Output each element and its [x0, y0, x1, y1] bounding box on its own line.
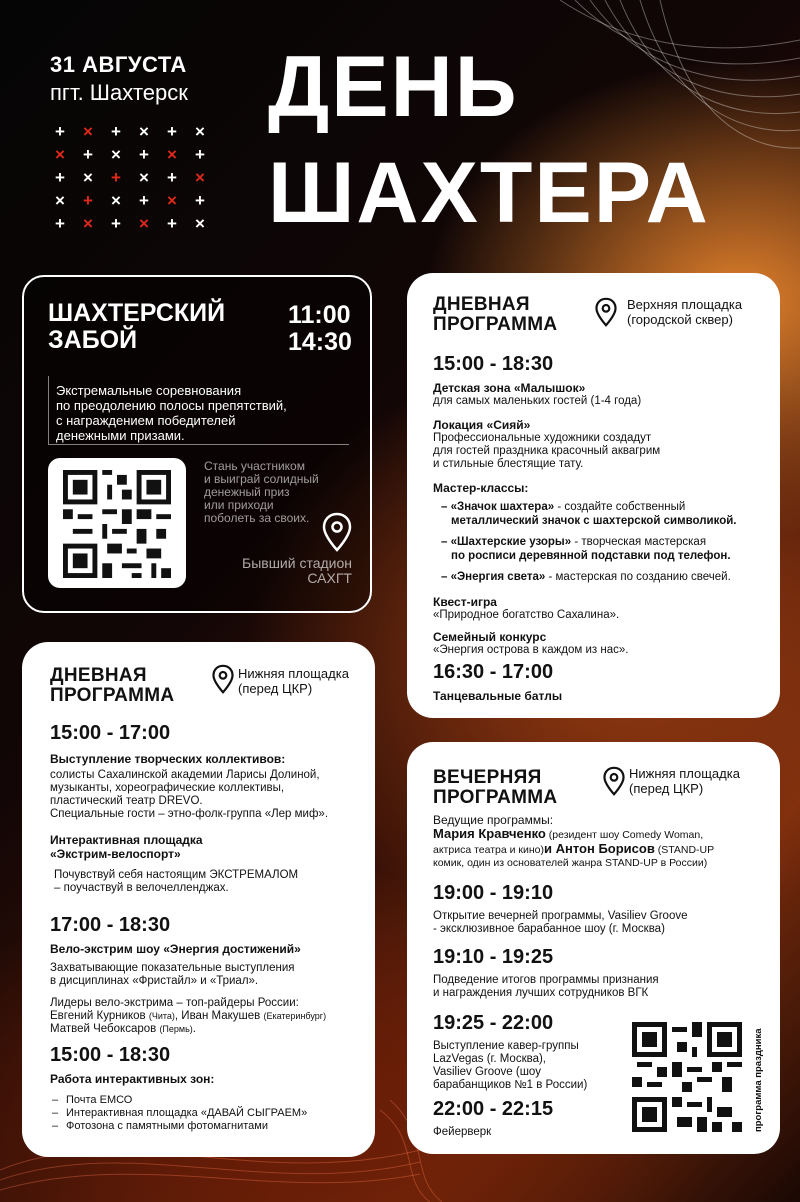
zone-item: – Фотозона с памятными фотомагнитами — [50, 1120, 372, 1133]
evening-text-line: и награждения лучших сотрудников ВГК — [433, 987, 649, 999]
map-pin-icon — [603, 766, 625, 796]
evening-text-line: Открытие вечерней программы, Vasiliev Groove — [433, 910, 688, 922]
master-class-item: – «Энергия света» - мастерская по созданию свечей. — [441, 571, 731, 583]
evening-location-line2: (перед ЦКР) — [629, 781, 704, 796]
master-class-name: «Шахтерские узоры» — [450, 536, 572, 548]
bike-show-title: Вело-экстрим шоу «Энергия достижений» — [50, 942, 301, 956]
master-class-name: «Значок шахтера» — [450, 501, 555, 513]
rider-city: (Пермь) — [159, 1024, 193, 1034]
shine-text-line: для гостей праздника красочный аквагрим — [433, 445, 661, 457]
zaboy-qr-code[interactable] — [62, 470, 172, 578]
performance-line: пластический театр DREVO. — [50, 795, 203, 807]
page-title-line2: ШАХТЕРА — [268, 145, 710, 241]
evening-program-card — [407, 742, 780, 1154]
rider-city: (Чита) — [148, 1011, 175, 1021]
family-title: Семейный конкурс — [433, 630, 547, 644]
quest-title: Квест-игра — [433, 595, 497, 609]
extreme-title-line2: «Экстрим-велоспорт» — [50, 847, 181, 861]
qr-caption: программа праздника — [753, 1028, 764, 1132]
rider-name: Матвей Чебоксаров — [50, 1023, 160, 1035]
zaboy-cta-line: денежный приз — [204, 485, 290, 499]
map-pin-icon — [212, 664, 234, 694]
upper-location-line1: Верхняя площадка — [627, 297, 743, 312]
leaders-line1: Лидеры вело-экстрима – топ-райдеры России: — [50, 997, 299, 1009]
kids-zone-text: для самых маленьких гостей (1-4 года) — [433, 395, 642, 407]
fireworks: Фейерверк — [433, 1126, 492, 1138]
host-name: Мария Кравченко — [433, 826, 546, 841]
family-text: «Энергия острова в каждом из нас». — [433, 644, 629, 656]
evening-location-line1: Нижняя площадка — [629, 766, 740, 781]
performance-line: солисты Сахалинской академии Ларисы Долиной, — [50, 769, 320, 781]
zones-title: Работа интерактивных зон: — [50, 1072, 215, 1086]
program-qr-code[interactable] — [631, 1022, 743, 1132]
zaboy-cta-line: и выиграй солидный — [204, 472, 319, 486]
master-class-desc-line2: металлический значок с шахтерской символикой. — [451, 515, 737, 527]
zaboy-title-line1: ШАХТЕРСКИЙ — [48, 299, 226, 327]
rider-name: , Иван Макушев — [174, 1010, 264, 1022]
upper-location-line2: (городской сквер) — [627, 312, 733, 327]
master-class-item: – «Шахтерские узоры» - творческая мастерская — [441, 536, 707, 548]
host-desc: актриса театра и кино) — [433, 844, 544, 856]
map-pin-icon — [322, 512, 352, 552]
master-class-desc: - мастерская по созданию свечей. — [545, 571, 731, 583]
evening-text-line: барабанщиков №1 в России) — [433, 1079, 588, 1091]
evening-title-line1: ВЕЧЕРНЯЯ — [433, 767, 542, 788]
evening-time3: 19:25 - 22:00 — [433, 1012, 554, 1034]
zaboy-desc-line: Экстремальные соревнования — [56, 383, 242, 398]
bike-show-line: в дисциплинах «Фристайл» и «Триал». — [50, 975, 259, 987]
upper-day-program-card — [407, 273, 780, 718]
master-classes-title: Мастер-классы: — [433, 481, 529, 495]
zaboy-desc-line: с награждением победителей — [56, 413, 236, 428]
evening-text-line: Подведение итогов программы признания — [433, 974, 659, 986]
performance-line: Специальные гости – этно-фолк-группа «Лер миф». — [50, 808, 329, 820]
evening-time1: 19:00 - 19:10 — [433, 882, 554, 904]
lower-time3: 15:00 - 18:30 — [50, 1044, 171, 1066]
zaboy-cta-line: поболеть за своих. — [204, 511, 310, 525]
evening-text-line: Vasiliev Groove (шоу — [433, 1066, 541, 1078]
evening-text-line: - эксклюзивное барабанное шоу (г. Москва) — [433, 923, 665, 935]
kids-zone-title: Детская зона «Малышок» — [433, 381, 586, 395]
master-class-name: «Энергия света» — [450, 571, 546, 583]
zaboy-venue-line1: Бывший стадион — [242, 555, 352, 571]
bike-show-line: Захватывающие показательные выступления — [50, 962, 295, 974]
zaboy-desc-line: денежными призами. — [56, 428, 185, 443]
zaboy-cta-line: Стань участником — [204, 459, 305, 473]
shine-text-line: Профессиональные художники создадут — [433, 432, 652, 444]
lower-location-line2: (перед ЦКР) — [238, 681, 313, 696]
evening-time2: 19:10 - 19:25 — [433, 946, 554, 968]
rider-name: Евгений Курников — [50, 1010, 149, 1022]
event-date: 31 АВГУСТА — [50, 52, 187, 77]
host-desc: комик, один из основателей жанра STAND-UP в России) — [433, 857, 708, 869]
shine-title: Локация «Сияй» — [433, 418, 531, 432]
host-desc: (резидент шоу Comedy Woman, — [545, 829, 704, 841]
master-class-desc: - создайте собственный — [554, 501, 686, 513]
quest-text: «Природное богатство Сахалина». — [433, 609, 620, 621]
page-title-line1: ДЕНЬ — [268, 39, 519, 135]
lower-time2: 17:00 - 18:30 — [50, 914, 171, 936]
master-class-desc: - творческая мастерская — [571, 536, 707, 548]
lower-time1: 15:00 - 17:00 — [50, 722, 171, 744]
upper-time1: 15:00 - 18:30 — [433, 353, 554, 375]
host-name: и Антон Борисов — [544, 841, 655, 856]
evening-title-line2: ПРОГРАММА — [433, 787, 558, 808]
master-class-item: – «Значок шахтера» - создайте собственный — [441, 501, 686, 513]
extreme-title-line1: Интерактивная площадка — [50, 833, 203, 847]
zaboy-cta-line: или приходи — [204, 498, 274, 512]
upper-title-line1: ДНЕВНАЯ — [433, 294, 530, 315]
lower-title-line1: ДНЕВНАЯ — [50, 665, 147, 686]
rider-city: (Екатеринбург) — [263, 1011, 327, 1021]
event-town: пгт. Шахтерск — [50, 80, 188, 105]
dance-battles: Танцевальные батлы — [433, 689, 563, 703]
performance-title: Выступление творческих коллективов: — [50, 752, 286, 766]
map-pin-icon — [595, 297, 617, 327]
extreme-text-line: – поучаствуй в велочелленджах. — [54, 882, 229, 894]
zaboy-time1: 11:00 — [288, 301, 351, 329]
shine-text-line: и стильные блестящие тату. — [433, 458, 584, 470]
leaders-line2 — [50, 1010, 372, 1023]
lower-title-line2: ПРОГРАММА — [50, 685, 175, 706]
host-desc: (STAND-UP — [654, 844, 715, 856]
decorative-cross-pattern: + × + × + × × + × + × + + × + × + × × + × + × + + × + × + × — [55, 122, 205, 233]
zaboy-time2: 14:30 — [288, 328, 352, 356]
evening-time4: 22:00 - 22:15 — [433, 1098, 554, 1120]
performance-line: музыканты, хореографические коллективы, — [50, 782, 285, 794]
rider-name: . — [192, 1023, 196, 1035]
zone-item: – Почта ЕМСО — [50, 1094, 372, 1107]
leaders-line3 — [50, 1023, 372, 1036]
zaboy-title-line2: ЗАБОЙ — [48, 326, 138, 354]
zaboy-desc-line: по преодолению полосы препятствий, — [56, 398, 287, 413]
hosts-label: Ведущие программы: — [433, 813, 554, 827]
lower-location-line1: Нижняя площадка — [238, 666, 349, 681]
zone-item: – Интерактивная площадка «ДАВАЙ СЫГРАЕМ» — [50, 1107, 372, 1120]
upper-title-line2: ПРОГРАММА — [433, 314, 558, 335]
evening-text-line: Выступление кавер-группы — [433, 1040, 579, 1052]
master-class-desc-line2: по росписи деревянной подставки под телефон. — [451, 550, 731, 562]
evening-text-line: LazVegas (г. Москва), — [433, 1053, 547, 1065]
upper-time2: 16:30 - 17:00 — [433, 661, 554, 683]
extreme-text-line: Почувствуй себя настоящим ЭКСТРЕМАЛОМ — [54, 869, 299, 881]
lower-day-program-card — [22, 642, 375, 1157]
zaboy-venue-line2: САХГТ — [307, 570, 352, 586]
